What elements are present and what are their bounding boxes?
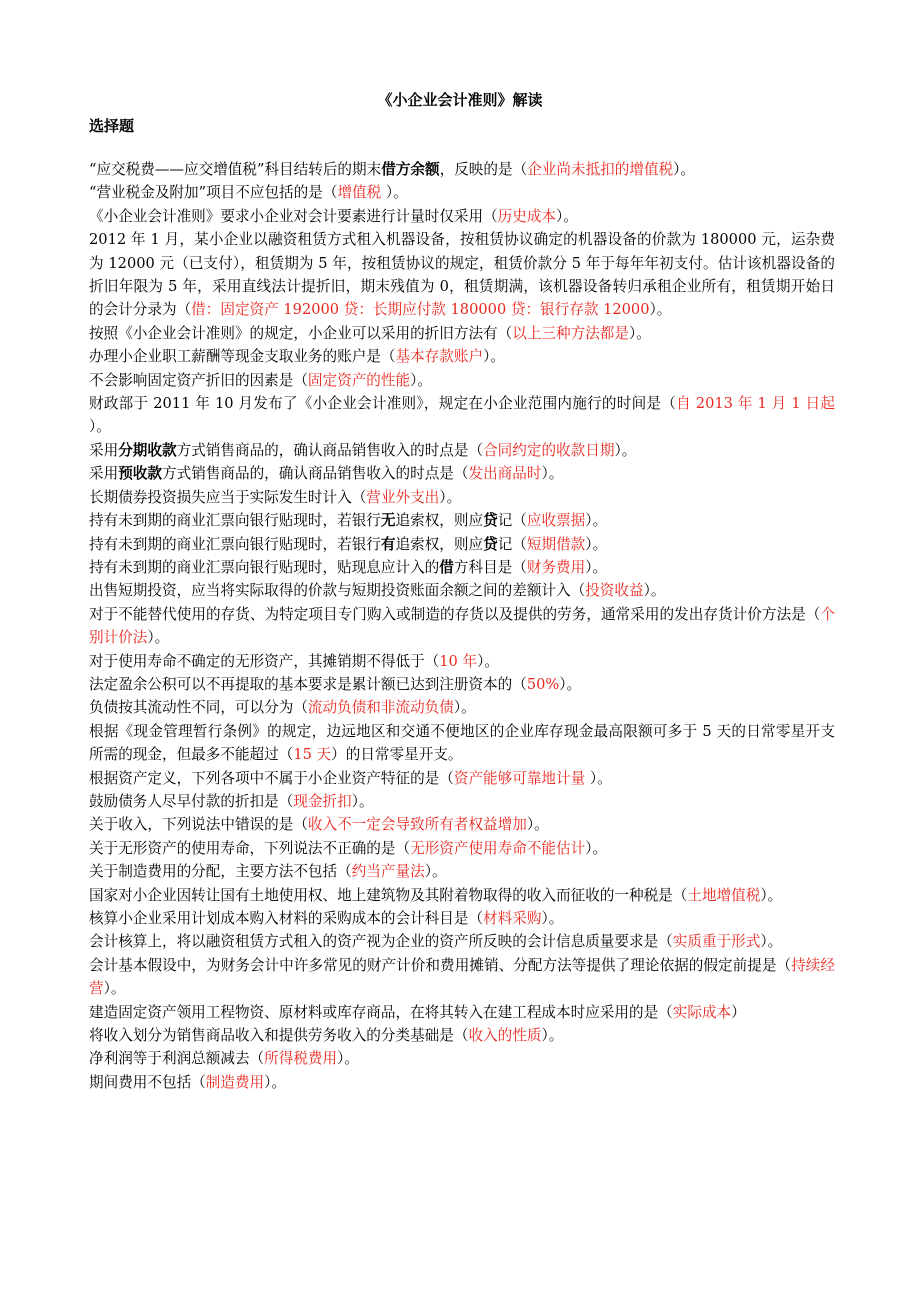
question-text: ）。 — [410, 371, 432, 389]
question-text: ）。 — [483, 348, 505, 366]
question-text: ）。 — [585, 558, 608, 576]
question-item — [89, 884, 835, 907]
question-text: ）。 — [559, 675, 582, 693]
answer-text: 流动负债和非流动负债 — [307, 699, 454, 717]
question-text: 长期债券投资损失应当于实际发生时计入（ — [89, 488, 367, 506]
answer-text: 借：固定资产 192000 贷：长期应付款 180000 贷：银行存款 12000 — [191, 301, 650, 319]
question-text: ）。 — [629, 324, 651, 342]
question-text: ）。 — [89, 418, 111, 436]
question-text: ）。 — [614, 441, 637, 459]
question-item — [89, 158, 835, 181]
question-item — [89, 1047, 835, 1070]
question-text: 根据《现金管理暂行条例》的规定，边远地区和交通不便地区的企业库存现金最高限额可多于 5 天的日常零星开支所需的现金，但最多不能超过（ — [89, 722, 835, 764]
question-item — [89, 813, 835, 836]
question-item — [89, 556, 835, 579]
emphasis-text: 有 — [380, 535, 396, 553]
question-text: ）。 — [556, 207, 578, 225]
question-item — [89, 509, 835, 532]
answer-text: 财务费用 — [526, 558, 586, 576]
question-text: ）。 — [585, 839, 608, 857]
question-text: ）。 — [477, 652, 499, 670]
question-text: 采用 — [89, 441, 119, 459]
answer-text: 企业尚未抵扣的增值税 — [527, 161, 674, 178]
question-item — [89, 954, 835, 1001]
question-text: 方科目是（ — [453, 558, 527, 576]
question-text: 负债按其流动性不同，可以分为（ — [89, 699, 308, 717]
answer-text: 收入的性质 — [468, 1027, 542, 1045]
question-text: ）。 — [541, 1027, 564, 1045]
question-text: ）。 — [585, 535, 608, 553]
question-item — [89, 790, 835, 813]
question-text: 国家对小企业因转让国有土地使用权、地上建筑物及其附着物取得的收入而征收的一种税是（ — [89, 886, 688, 904]
answer-text: 合同约定的收款日期 — [483, 441, 615, 459]
answer-text: 增值税 — [337, 184, 386, 202]
question-item — [89, 767, 835, 790]
question-text: ）。 — [385, 184, 408, 202]
question-text: ）。 — [526, 816, 549, 834]
question-text: 办理小企业职工薪酬等现金支取业务的账户是（ — [89, 348, 396, 366]
answer-text: 收入不一定会导致所有者权益增加 — [307, 816, 527, 834]
question-item — [89, 1024, 835, 1047]
question-text: ） — [731, 1003, 746, 1021]
question-text: 财政部于 2011 年 10 月发布了《小企业会计准则》，规定在小企业范围内施行的时间是（ — [89, 395, 677, 413]
answer-text: 固定资产的性能 — [307, 371, 411, 389]
question-text: 方式销售商品的，确认商品销售收入的时点是（ — [162, 465, 469, 483]
emphasis-text: 无 — [380, 512, 396, 530]
question-text: 不会影响固定资产折旧的因素是（ — [89, 371, 308, 389]
question-text: ）。 — [673, 161, 696, 178]
question-item — [89, 181, 835, 204]
question-text: “营业税金及附加”项目不应包括的是（ — [89, 184, 338, 202]
question-text: 会计基本假设中，为财务会计中许多常见的财产计价和费用摊销、分配方法等提供了理论依据的假定前提是（ — [89, 956, 792, 974]
question-item — [89, 930, 835, 953]
emphasis-text: 借方余额 — [381, 161, 440, 178]
answer-text: 投资收益 — [585, 582, 644, 600]
question-item — [89, 345, 835, 368]
question-text: 方式销售商品的，确认商品销售收入的时点是（ — [176, 441, 484, 459]
question-item — [89, 369, 835, 392]
answer-text: 以上三种方法都是 — [512, 324, 629, 342]
question-text: 对于不能替代使用的存货、为特定项目专门购入或制造的存货以及提供的劳务，通常采用的发出存货计价方法是（ — [89, 605, 821, 623]
question-text: 记（ — [497, 535, 527, 553]
answer-text: 50% — [526, 675, 560, 693]
answer-text: 实质重于形式 — [672, 933, 761, 951]
question-text: ）。 — [264, 1073, 287, 1091]
answer-text: 个别计价法 — [89, 605, 835, 647]
answer-text: 自 2013 年 1 月 1 日起 — [676, 395, 835, 413]
emphasis-text: 贷 — [483, 535, 498, 553]
answer-text: 持续经营 — [89, 956, 835, 998]
question-item — [89, 322, 835, 345]
question-item — [89, 1001, 835, 1024]
question-item — [89, 392, 835, 439]
question-item — [89, 603, 835, 650]
question-text: ）。 — [147, 629, 170, 647]
question-text: 持有未到期的商业汇票向银行贴现时，若银行 — [89, 535, 381, 553]
question-text: 会计核算上，将以融资租赁方式租入的资产视为企业的资产所反映的会计信息质量要求是（ — [89, 933, 673, 951]
question-text: 关于制造费用的分配，主要方法不包括（ — [89, 863, 352, 881]
question-text: ）。 — [643, 582, 666, 600]
question-text: 净利润等于利润总额减去（ — [89, 1050, 265, 1068]
answer-text: 现金折扣 — [293, 792, 352, 810]
question-text: ）。 — [649, 301, 672, 319]
question-text: 建造固定资产领用工程物资、原材料或库存商品，在将其转入在建工程成本时应采用的是（ — [89, 1003, 673, 1021]
question-item — [89, 1071, 835, 1094]
answer-text: 历史成本 — [497, 207, 557, 225]
question-text: ）。 — [439, 488, 462, 506]
question-text: ，反映的是（ — [439, 161, 528, 178]
question-item — [89, 696, 835, 719]
question-text: 追索权，则应 — [395, 535, 484, 553]
question-text: 记（ — [497, 512, 527, 530]
question-text: ）的日常零星开支。 — [331, 746, 463, 764]
question-item — [89, 907, 835, 930]
question-text: 核算小企业采用计划成本购入材料的采购成本的会计科目是（ — [89, 910, 484, 927]
question-text: 对于使用寿命不确定的无形资产，其摊销期不得低于（ — [89, 652, 440, 670]
question-item — [89, 486, 835, 509]
answer-text: 10 年 — [439, 652, 478, 670]
question-text: 关于无形资产的使用寿命，下列说法不正确的是（ — [89, 839, 411, 857]
emphasis-text: 贷 — [483, 512, 498, 530]
question-text: ）。 — [760, 933, 783, 951]
answer-text: 实际成本 — [672, 1003, 732, 1021]
question-text: 期间费用不包括（ — [89, 1073, 206, 1091]
question-text: 将收入划分为销售商品收入和提供劳务收入的分类基础是（ — [89, 1027, 469, 1045]
question-item — [89, 533, 835, 556]
question-text: 按照《小企业会计准则》的规定，小企业可以采用的折旧方法有（ — [89, 324, 513, 342]
question-item — [89, 650, 835, 673]
answer-text: 应收票据 — [526, 512, 586, 530]
question-item — [89, 860, 835, 883]
question-text: 鼓励债务人尽早付款的折扣是（ — [89, 792, 294, 810]
answer-text: 发出商品时 — [468, 465, 542, 483]
answer-text: 无形资产使用寿命不能估计 — [410, 839, 586, 857]
question-text: 法定盈余公积可以不再提取的基本要求是累计额已达到注册资本的（ — [89, 675, 527, 693]
answer-text: 制造费用 — [205, 1073, 265, 1091]
answer-text: 15 天 — [293, 746, 332, 764]
question-text: ）。 — [453, 699, 476, 717]
section-heading: 选择题 — [89, 117, 135, 135]
question-text: 关于收入，下列说法中错误的是（ — [89, 816, 308, 834]
question-item — [89, 462, 835, 485]
question-item — [89, 228, 835, 322]
question-text: ）。 — [103, 980, 126, 998]
question-text: 《小企业会计准则》要求小企业对会计要素进行计量时仅采用（ — [89, 207, 498, 225]
question-text: ）。 — [760, 886, 783, 904]
question-text: ）。 — [424, 863, 447, 881]
question-text: ）。 — [541, 465, 564, 483]
answer-text: 所得税费用 — [264, 1050, 338, 1068]
question-item — [89, 205, 835, 228]
question-item — [89, 439, 835, 462]
answer-text: 营业外支出 — [366, 488, 440, 506]
emphasis-text: 分期收款 — [118, 441, 177, 459]
question-item — [89, 837, 835, 860]
answer-text: 短期借款 — [526, 535, 586, 553]
question-item — [89, 720, 835, 767]
answer-text: 基本存款账户 — [395, 348, 484, 366]
emphasis-text: 预收款 — [118, 465, 162, 483]
question-list — [89, 158, 835, 1094]
question-text: “应交税费——应交增值税”科目结转后的期末 — [89, 161, 382, 178]
question-text: 2012 年 1 月，某小企业以融资租赁方式租入机器设备，按租赁协议确定的机器设备的价款为 180000 元，运杂费为 12000 元（已支付），租赁期为 5 年，按租赁协议的规定，租赁价款分 5 年于每年年初支付。估计该机器设备的折旧年限为 5 年，采用直线法计提折旧，期末残值为 0，租赁期满，该机器设备转归承租企业所有，租赁期开始日的会计分录为（ — [89, 231, 835, 319]
question-text: ）。 — [541, 910, 564, 927]
question-text: ）。 — [351, 792, 374, 810]
question-text: 追索权，则应 — [395, 512, 484, 530]
emphasis-text: 借 — [439, 558, 454, 576]
question-text: 出售短期投资，应当将实际取得的价款与短期投资账面余额之间的差额计入（ — [89, 582, 586, 600]
document-title: 《小企业会计准则》解读 — [377, 91, 543, 109]
question-text: ）。 — [589, 769, 612, 787]
question-text: 根据资产定义，下列各项中不属于小企业资产特征的是（ — [89, 769, 454, 787]
question-item — [89, 673, 835, 696]
question-text: 采用 — [89, 465, 119, 483]
question-item — [89, 579, 835, 602]
question-text: 持有未到期的商业汇票向银行贴现时，若银行 — [89, 512, 381, 530]
question-text: ）。 — [337, 1050, 360, 1068]
answer-text: 资产能够可靠地计量 — [453, 769, 590, 787]
answer-text: 材料采购 — [483, 910, 542, 927]
answer-text: 约当产量法 — [351, 863, 425, 881]
question-text: ）。 — [585, 512, 608, 530]
question-text: 持有未到期的商业汇票向银行贴现时，贴现息应计入的 — [89, 558, 440, 576]
answer-text: 土地增值税 — [687, 886, 761, 904]
